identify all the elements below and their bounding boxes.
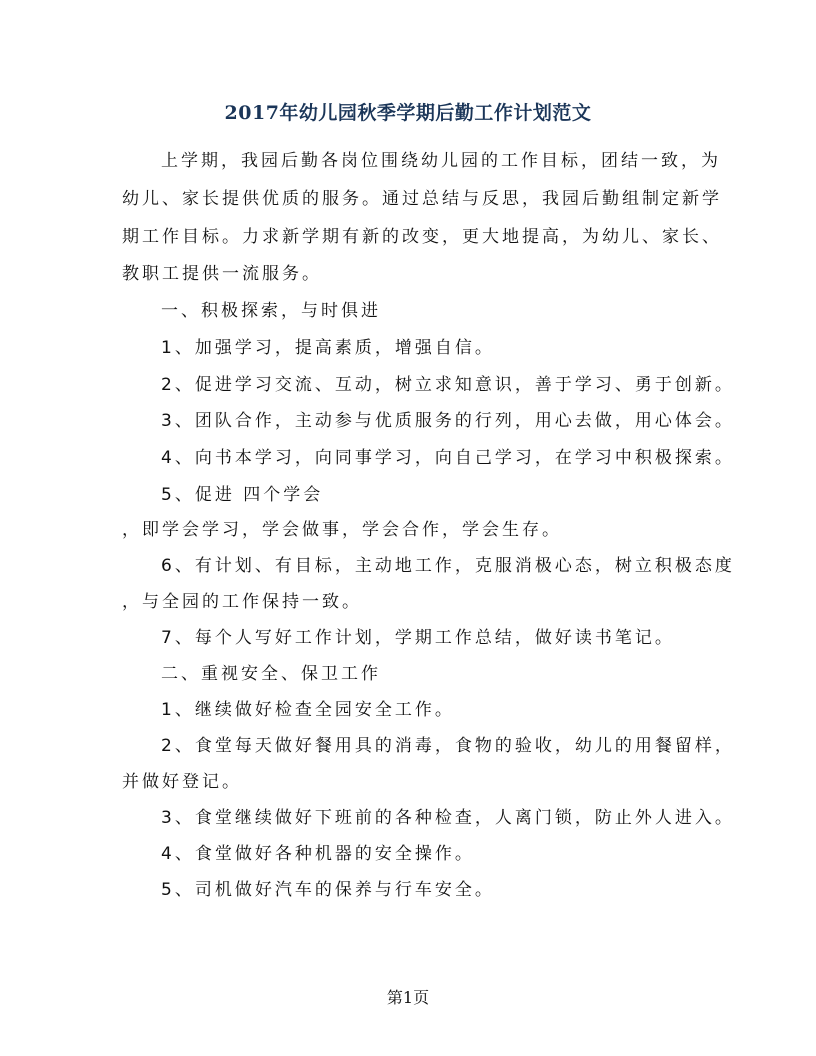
section-heading: 一、积极探索，与时俱进: [161, 301, 381, 321]
list-item: 3、团队合作，主动参与优质服务的行列，用心去做，用心体会。: [161, 411, 735, 431]
section-heading: 二、重视安全、保卫工作: [161, 664, 381, 684]
paragraph-line: 期工作目标。力求新学期有新的改变，更大地提高，为幼儿、家长、: [122, 227, 722, 247]
list-item: 2、促进学习交流、互动，树立求知意识，善于学习、勇于创新。: [161, 375, 735, 395]
list-item-continuation: ，即学会学习，学会做事，学会合作，学会生存。: [122, 520, 562, 540]
list-item: 2、食堂每天做好餐用具的消毒，食物的验收，幼儿的用餐留样，: [161, 736, 735, 756]
list-item: 7、每个人写好工作计划，学期工作总结，做好读书笔记。: [161, 628, 675, 648]
list-item: 5、司机做好汽车的保养与行车安全。: [161, 880, 495, 900]
paragraph-line: 幼儿、家长提供优质的服务。通过总结与反思，我园后勤组制定新学: [122, 189, 722, 209]
list-item: 3、食堂继续做好下班前的各种检查，人离门锁，防止外人进入。: [161, 808, 735, 828]
list-item: 5、促进 四个学会: [161, 485, 324, 505]
page-number: 第1页: [386, 988, 430, 1007]
list-item: 6、有计划、有目标，主动地工作，克服消极心态，树立积极态度: [161, 556, 735, 576]
list-item: 4、食堂做好各种机器的安全操作。: [161, 844, 475, 864]
paragraph-line: 上学期，我园后勤各岗位围绕幼儿园的工作目标，团结一致，为: [161, 151, 721, 171]
list-item-continuation: 并做好登记。: [122, 772, 242, 792]
document-title: 2017年幼儿园秋季学期后勤工作计划范文: [224, 102, 592, 124]
list-item: 1、加强学习，提高素质，增强自信。: [161, 338, 495, 358]
list-item-continuation: ，与全园的工作保持一致。: [122, 592, 362, 612]
list-item: 4、向书本学习，向同事学习，向自己学习，在学习中积极探索。: [161, 448, 735, 468]
list-item: 1、继续做好检查全园安全工作。: [161, 700, 455, 720]
paragraph-line: 教职工提供一流服务。: [122, 264, 322, 284]
